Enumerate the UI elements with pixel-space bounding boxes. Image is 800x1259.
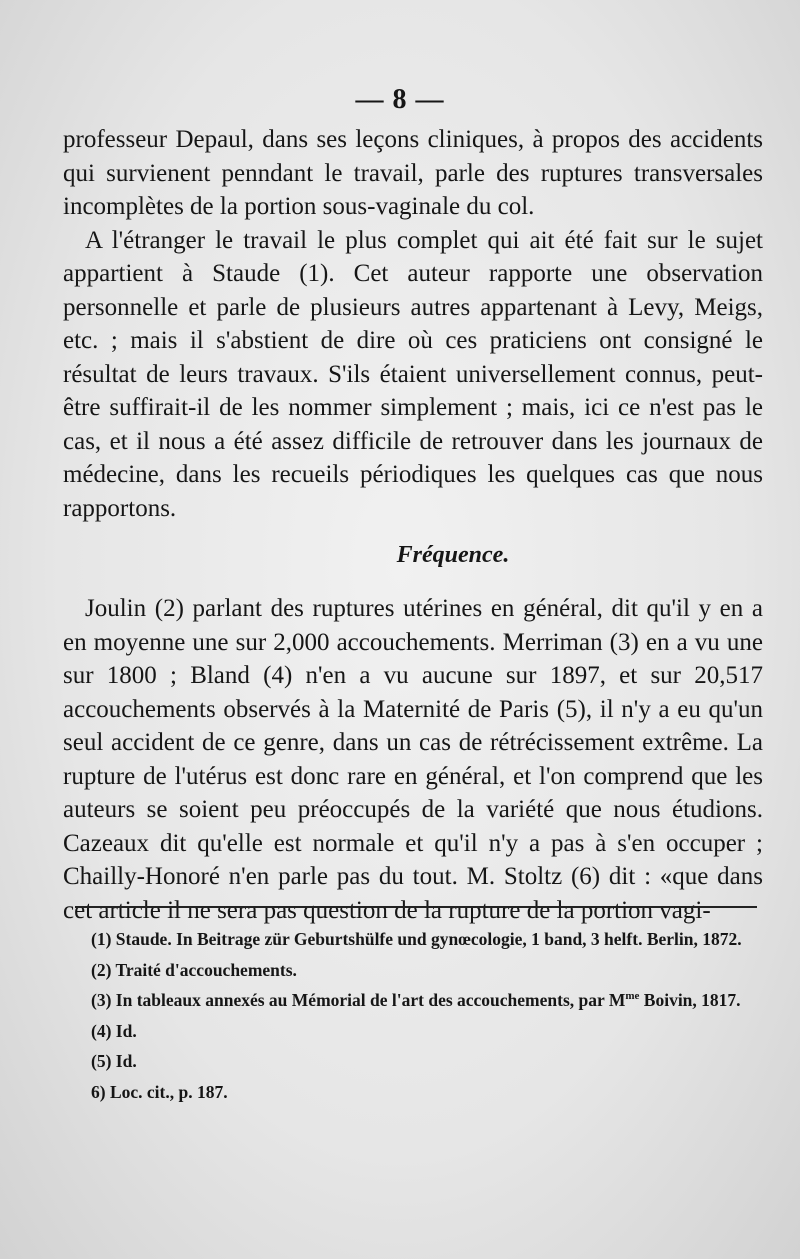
footnote-3-text-start: (3) In tableaux annexés au Mémorial de l'art des accouchements, par M: [91, 990, 626, 1010]
paragraph-continuation: professeur Depaul, dans ses leçons cliniques, à propos des accidents qui survienent penndant le travail, parle des ruptures transversales incomplètes de la portion sous-vaginale du col.: [63, 126, 763, 220]
page-number: — 8 —: [355, 84, 445, 115]
paragraph-staude: A l'étranger le travail le plus complet qui ait été fait sur le sujet appartient à Staude (1). Cet auteur rapporte une observation personnelle et parle de plusieurs autres appartenant à Levy, Meigs, etc. ; mais il s'abstient de dire où ces praticiens ont consigné le résultat de leurs travaux. S'ils étaient universellement connus, peut-être suffirait-il de les nommer simplement ; mais, ici ce n'est pas le cas, et il nous a été assez difficile de retrouver dans les journaux de médecine, dans les recueils périodiques les quelques cas que nous rapportons.: [63, 226, 763, 522]
footnote-5: (5) Id.: [91, 1051, 137, 1071]
section-heading-frequence: Fréquence.: [396, 542, 510, 568]
footnote-6: 6) Loc. cit., p. 187.: [91, 1081, 228, 1102]
footnote-divider: [75, 906, 757, 908]
footnote-2: (2) Traité d'accouchements.: [91, 959, 297, 980]
footnote-1: (1) Staude. In Beitrage zür Geburtshülfe und gynœcologie, 1 band, 3 helft. Berlin, 1872.: [91, 929, 742, 949]
footnote-3-text-end: Boivin, 1817.: [639, 990, 741, 1010]
footnote-3-superscript: me: [625, 990, 640, 1003]
footnote-3: [75, 985, 761, 1016]
body-text: [63, 123, 763, 927]
paragraph-frequence: Joulin (2) parlant des ruptures utérines en général, dit qu'il y en a en moyenne une sur 2,000 accouchements. Merriman (3) en a vu une sur 1800 ; Bland (4) n'en a vu aucune sur 1897, et sur 20,517 accouchements observés à la Maternité de Paris (5), il n'y a eu qu'un seul accident de ce genre, dans un cas de rétrécissement extrême. La rupture de l'utérus est donc rare en général, et l'on comprend que les auteurs se soient peu préoccupés de la variété que nous étudions. Cazeaux dit qu'elle est normale et qu'il n'y a pas à s'en occuper ; Chailly-Honoré n'en parle pas du tout. M. Stoltz (6) dit : «que dans cet article il ne sera pas question de la rupture de la portion vagi-: [63, 595, 763, 924]
footnote-4: (4) Id.: [91, 1020, 137, 1041]
footnotes: [75, 924, 761, 1107]
